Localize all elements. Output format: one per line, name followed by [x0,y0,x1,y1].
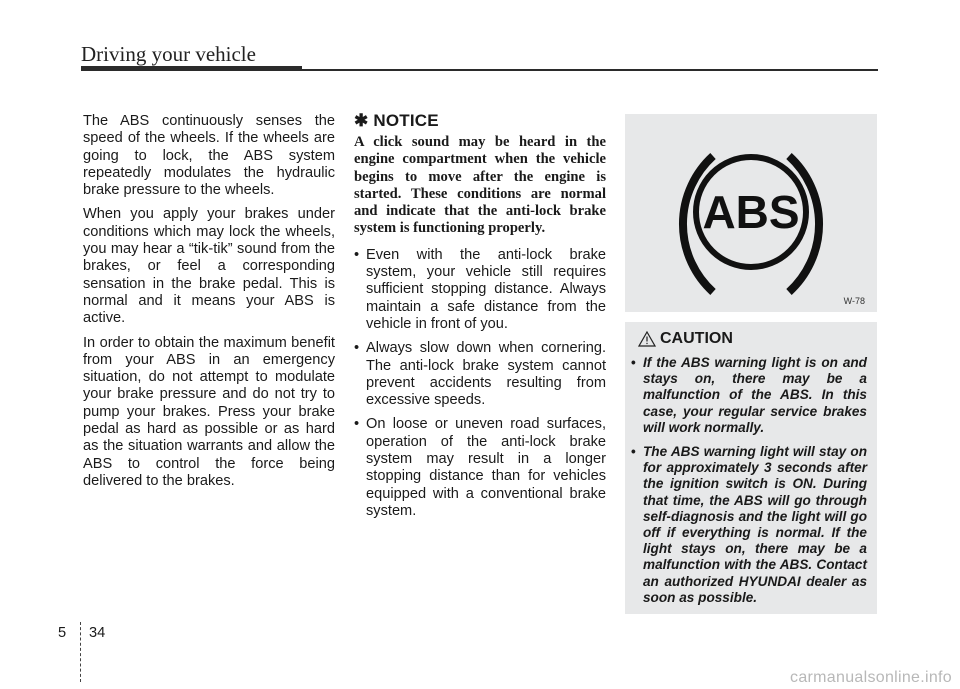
header-rule-thick [81,66,302,71]
list-item: • Even with the anti-lock brake system, your vehicle still requires sufficient stopping distance. Always maintain a safe distance from the vehicle in front of you. [354,247,606,333]
section-number: 5 [58,625,67,641]
page-number: 34 [89,625,106,641]
left-column [83,113,335,497]
warning-triangle-icon [638,331,656,347]
header-rule-thin [302,69,878,71]
section-title: Driving your vehicle [81,42,256,66]
notice-title: ✱ NOTICE [354,111,439,130]
caution-header [638,330,733,348]
figure-code: W-78 [843,296,865,306]
abs-figure [625,114,877,312]
paragraph: In order to obtain the maximum benefit from your ABS in an emergency situation, do not attempt to modulate your brake pressure and do not try to pump your brakes. Press your brake pedal as hard as possible or as hard as the situation warrants and allow the ABS to control the force being delivered to the brakes. [83,334,335,489]
paragraph: The ABS continuously senses the speed of the wheels. If the wheels are going to lock, the ABS system repeatedly modulates the hydraulic brake pressure to the wheels. [83,113,335,199]
footer-divider [80,622,81,682]
watermark: carmanualsonline.info [790,669,952,686]
caution-bullets [631,355,867,614]
caution-box [625,322,877,614]
paragraph: When you apply your brakes under conditions which may lock the wheels, you may hear a “tik-tik” sound from the brakes, or feel a corresponding sensation in the brake pedal. This is normal and it means your ABS is active. [83,206,335,327]
abs-warning-light-icon [625,114,877,312]
notice-bullets [354,247,606,520]
abs-icon-text: ABS [702,186,800,238]
list-item: • If the ABS warning light is on and stays on, there may be a malfunction of the ABS. In this case, your regular service brakes will work normally. [631,355,867,436]
notice-section [354,111,606,527]
list-item: • The ABS warning light will stay on for approximately 3 seconds after the ignition switch is ON. During that time, the ABS will go through self-diagnosis and the light will go off if everything is normal. If the light stays on, there may be a malfunction with the ABS. Contact an authorized HYUNDAI dealer as soon as possible. [631,444,867,606]
notice-body: A click sound may be heard in the engine compartment when the vehicle begins to move after the engine is started. These conditions are normal and indicate that the anti-lock brake system is functioning properly. [354,134,606,237]
list-item: • On loose or uneven road surfaces, operation of the anti-lock brake system may result in a longer stopping distance than for vehicles equipped with a conventional brake system. [354,416,606,520]
caution-title: CAUTION [660,330,733,347]
list-item: • Always slow down when cornering. The anti-lock brake system cannot prevent accidents resulting from excessive speeds. [354,340,606,409]
